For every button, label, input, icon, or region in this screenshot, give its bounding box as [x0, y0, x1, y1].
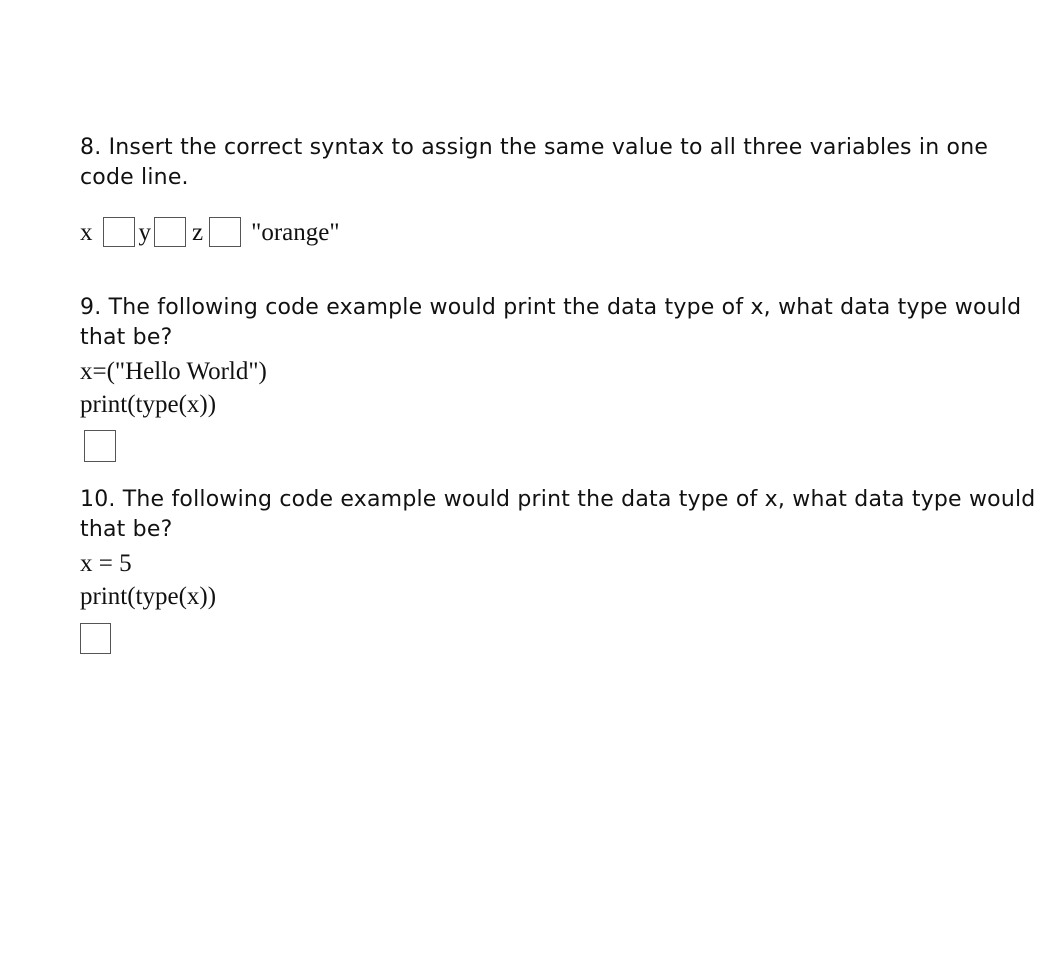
question-8-code-row — [80, 213, 1040, 251]
string-orange: "orange" — [251, 218, 340, 246]
question-10 — [80, 485, 1040, 613]
question-9 — [80, 293, 1040, 421]
variable-x: x — [80, 218, 93, 246]
variable-z: z — [192, 218, 204, 246]
blank-input-1[interactable] — [103, 217, 135, 247]
question-10-code-line-2: print(type(x)) — [80, 583, 217, 610]
question-9-text: 9. The following code example would print the data type of x, what data type would that be? — [80, 295, 1022, 350]
question-10-text: 10. The following code example would print the data type of x, what data type would that be? — [80, 487, 1036, 542]
question-8-text: 8. Insert the correct syntax to assign the same value to all three variables in one code line. — [80, 135, 989, 190]
question-9-code-line-1: x=("Hello World") — [80, 358, 267, 385]
variable-y: y — [138, 218, 151, 246]
question-10-answer-input[interactable] — [80, 623, 111, 654]
question-9-code-line-2: print(type(x)) — [80, 391, 217, 418]
question-8 — [80, 133, 1040, 251]
blank-input-2[interactable] — [154, 217, 186, 247]
blank-input-3[interactable] — [209, 217, 241, 247]
question-9-answer-input[interactable] — [84, 430, 116, 462]
question-10-code-line-1: x = 5 — [80, 550, 132, 577]
